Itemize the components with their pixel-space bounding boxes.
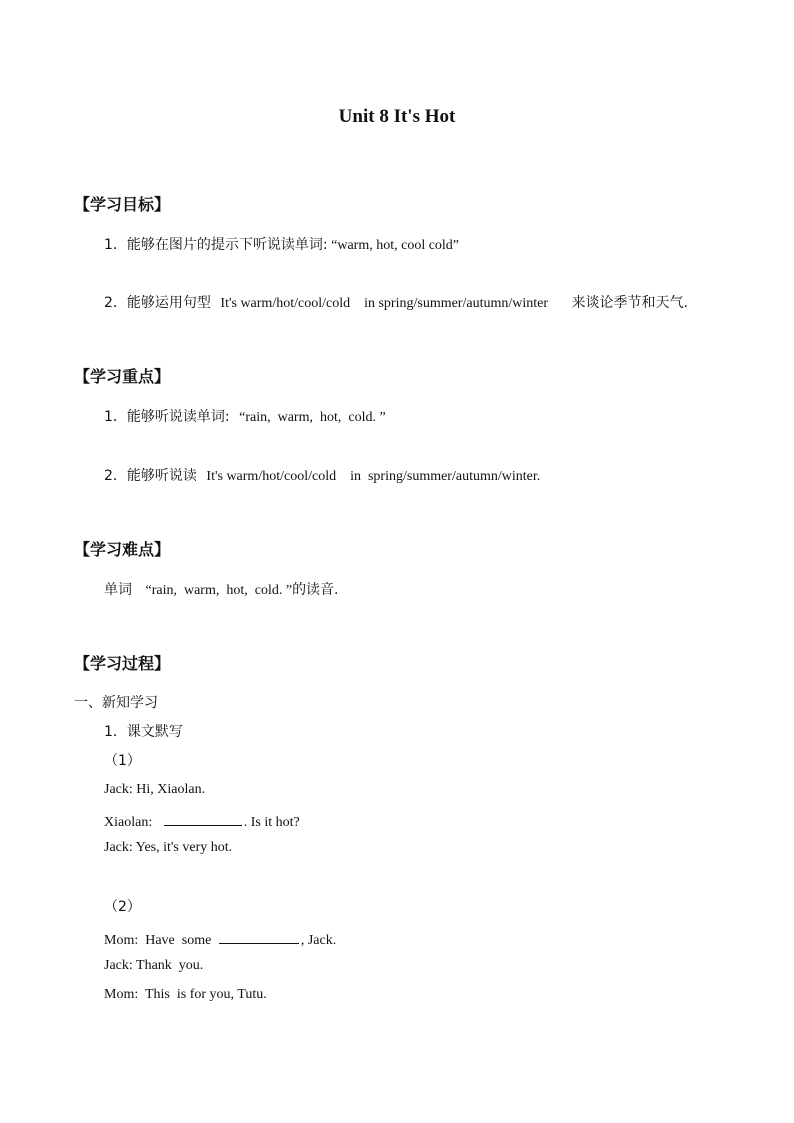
objective-item-2: [104, 292, 688, 312]
difficulties-heading: 【学习难点】: [74, 540, 171, 559]
key-point-item-1: [104, 406, 386, 426]
difficulty-text-words: “rain, warm, hot, cold. ”: [145, 583, 293, 598]
process-heading: 【学习过程】: [74, 654, 171, 673]
difficulty-text-post: 的读音.: [292, 582, 339, 598]
dialog-2-label: （2）: [104, 899, 141, 915]
page-title: Unit 8 It's Hot: [338, 106, 456, 127]
dialog-2-line-1-rest: , Jack.: [300, 933, 337, 948]
dialog-2-line-3: Mom: This is for you, Tutu.: [104, 987, 267, 1002]
difficulty-text: [104, 579, 339, 599]
difficulty-text-pre: 单词: [104, 582, 132, 598]
objective-item-2-post: 来谈论季节和天气.: [571, 295, 688, 311]
process-task-1: 1．课文默写: [104, 724, 183, 740]
dialog-1-line-1: Jack: Hi, Xiaolan.: [104, 782, 206, 797]
fill-blank-1[interactable]: [164, 811, 242, 826]
process-part-1: 一、新知学习: [74, 695, 158, 711]
objective-item-2-text: 2．能够运用句型: [104, 295, 211, 311]
key-point-item-1-text: 1．能够听说读单词:: [104, 409, 230, 425]
objective-item-2-sentence: It's warm/hot/cool/cold in spring/summer/autumn/winter: [220, 296, 549, 311]
fill-blank-2[interactable]: [219, 929, 299, 944]
dialog-1-label: （1）: [104, 753, 141, 769]
objective-item-1-text: 1．能够在图片的提示下听说读单词:: [104, 237, 328, 253]
objective-item-1-words: “warm, hot, cool cold”: [331, 238, 460, 253]
key-points-heading: 【学习重点】: [74, 367, 171, 386]
objectives-heading: 【学习目标】: [74, 195, 171, 214]
key-point-item-2-text: 2．能够听说读: [104, 468, 197, 484]
dialog-2-line-1: [104, 929, 336, 949]
dialog-1-line-3: Jack: Yes, it's very hot.: [104, 840, 233, 855]
dialog-1-line-2-speaker: Xiaolan:: [104, 815, 153, 830]
dialog-1-line-2: [104, 811, 300, 831]
key-point-item-2: [104, 465, 540, 485]
dialog-2-line-1-text: Mom: Have some: [104, 933, 212, 948]
objective-item-1: [104, 234, 459, 254]
key-point-item-1-words: “rain, warm, hot, cold. ”: [239, 410, 386, 425]
dialog-2-line-2: Jack: Thank you.: [104, 958, 204, 973]
key-point-item-2-sentence: It's warm/hot/cool/cold in spring/summer/autumn/winter.: [206, 469, 541, 484]
dialog-1-line-2-rest: . Is it hot?: [243, 815, 300, 830]
